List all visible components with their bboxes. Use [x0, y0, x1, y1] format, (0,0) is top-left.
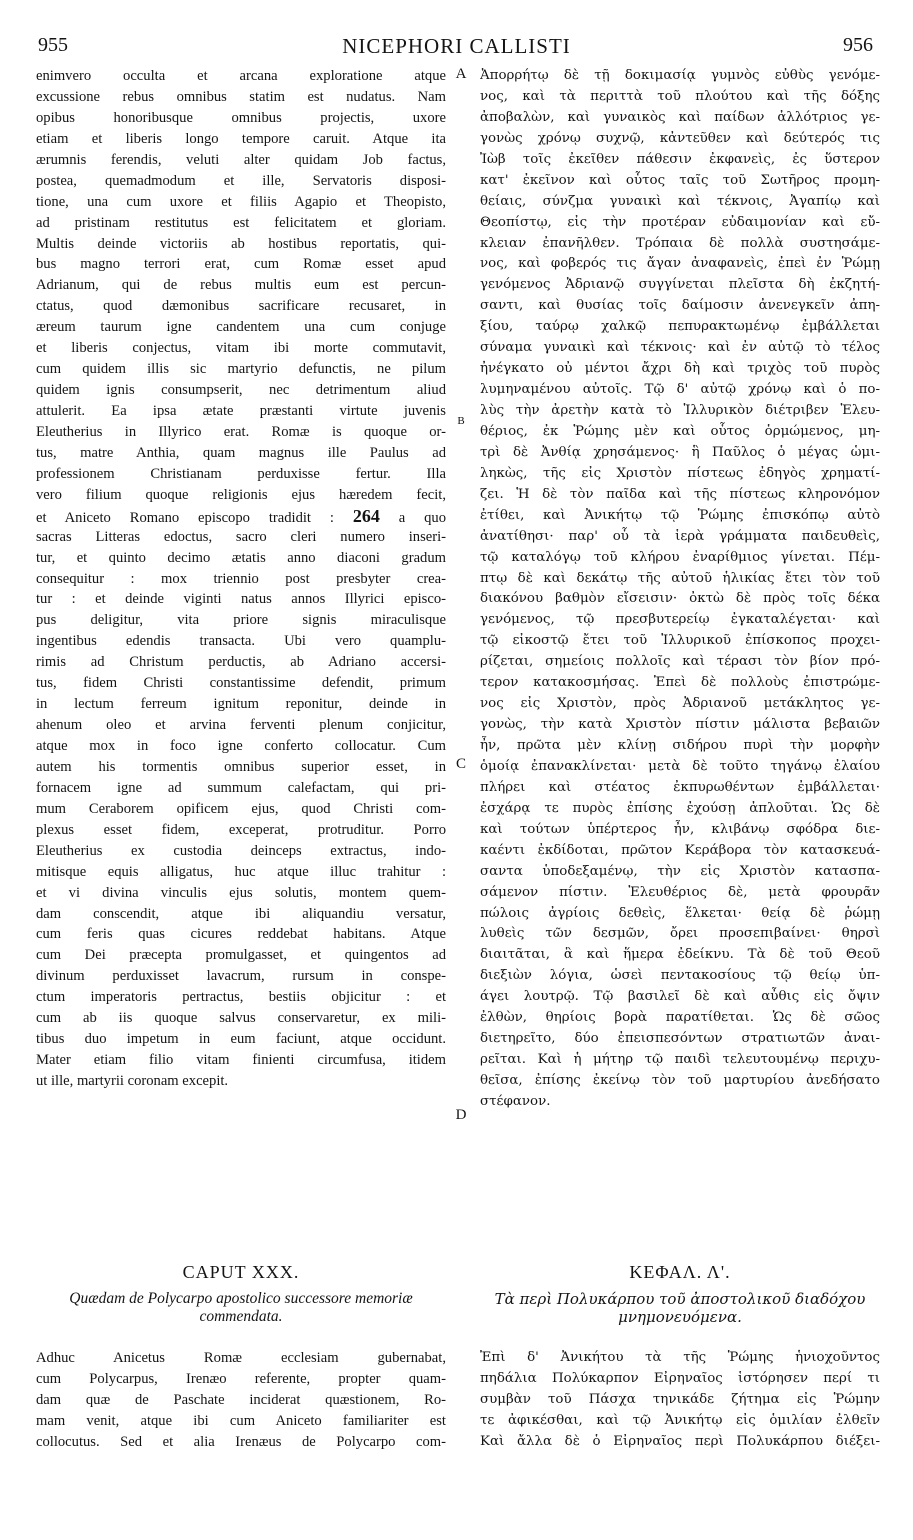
text-line: ὁμοίᾳ ἐπανακλίνεται· μετὰ δὲ τοῦτο τηγάνῳ ἐλαίου: [480, 758, 880, 774]
text-line: Ἀπορρήτῳ δὲ τῇ δοκιμασίᾳ γυμνὸς εὐθὺς γενόμε-: [480, 68, 880, 83]
text-line: rimis ad Christum perductis, ab Adriano accersi-: [36, 654, 446, 671]
text-line: σαντι, καὶ θυσίας τοῖς δαίμοσιν ἀνενεγκεῖν ἀπη-: [480, 298, 880, 314]
text-line: γενόμενος, τῷ πρεσβυτερείῳ ἐγκαταλέγεται· καὶ: [480, 612, 880, 628]
text-line: Eleutherius ex custodia deinceps extractus, indo-: [36, 842, 446, 859]
text-line: attulerit. Ea ipsa ætate præstanti virtute juvenis: [36, 403, 446, 419]
text-line: Mater etiam filio vitam finienti circumfusa, itidem: [36, 1052, 446, 1069]
margin-mark-a: A: [455, 66, 467, 82]
text-line: etiam et liberis longo tempore caruit. Atque ita: [36, 130, 446, 147]
text-line: æreum taurum igne candentem una cum conjuge: [36, 319, 446, 336]
text-line: cum quidem illis sic martyrio defunctis, ne pilum: [36, 361, 446, 378]
text-line: professionem Christianam perduxisse fertur. Illa: [36, 465, 446, 482]
text-line: et vi divina vinculis ejus solutis, montem quem-: [36, 884, 446, 901]
text-line: ρεῖται. Καὶ ἡ μήτηρ τῷ παιδὶ τελευτουμένῳ περιχυ-: [480, 1052, 880, 1068]
text-line: διεξιὼν λόγια, ὡσεὶ πεντακοσίους τῷ θείῳ ὑπ-: [480, 968, 880, 984]
text-line: γονὼς χρόνῳ συχνῷ, κἀντεῦθεν καὶ δεύτερός τις: [480, 130, 880, 146]
text-line: dam quæ de Paschate inciderat quæstionem, Ro-: [36, 1391, 446, 1408]
latin-text: [36, 66, 446, 1092]
text-line: γενόμενος Ἀδριανῷ συγγίνεται πλεῖστα δὴ ἐκζητή-: [480, 277, 880, 293]
text-line: ἀνατίθησι· παρ' οὗ τὰ ἱερὰ γράμματα παιδευθεὶς,: [480, 528, 880, 544]
text-line: tur : et deinde viginti natus annos Illyrici episco-: [36, 591, 446, 608]
text-line: enimvero occulta et arcana exploratione atque: [36, 68, 446, 84]
text-line: διαιτᾶται, ἃ καὶ ἥμερα ἐδείκνυ. Τὰ δὲ τοῦ Θεοῦ: [480, 947, 880, 963]
text-line: καέντι ἐκδίδοται, πρῶτον Κεράβορα τὸν κατασκευά-: [480, 842, 880, 858]
text-line: σύναμα γυναικὶ καὶ τέκνοις· καὶ ἐν αὐτῷ τὸ τέλος: [480, 340, 880, 356]
text-line: tus, matre Anthia, quam magnus ille Paulus ad: [36, 444, 446, 461]
chapter-title-greek: ΚΕΦΑΛ. Λ'.: [629, 1262, 731, 1282]
text-line: et Aniceto Romano episcopo tradidit : 264 a quo: [36, 505, 446, 526]
text-line: autem his tormentis omnibus superior esset, in: [36, 758, 446, 775]
greek-chapter-lines: [480, 1348, 880, 1453]
text-line: atque mox in foco igne conferto collocatur. Cum: [36, 738, 446, 754]
text-line: dam conscendit, atque ibi aliquandiu versatur,: [36, 905, 446, 922]
text-line: fornacem igne ad summum calefactam, qui pri-: [36, 779, 446, 796]
text-line: θεῖσα, ἐπίσης ἐκείνῳ τὸν τοῦ μαρτυρίου ἀνεδήσατο: [480, 1073, 880, 1088]
text-line: θέριος, ἐκ Ῥώμης μὲν καὶ οὗτος ὁρμώμενος, μη-: [480, 423, 880, 439]
latin-column: [36, 66, 446, 1092]
text-line: πώλοις ἀγρίοις δεθεὶς, ἕλκεται· θείᾳ δὲ ῥώμῃ: [480, 905, 880, 921]
text-line: ad pristinam restitutus est felicitatem et gloriam.: [36, 214, 446, 231]
text-line: tus, fidem Christi constantissime defendit, primum: [36, 675, 446, 692]
text-line: ahenum oleo et arvina ferventi plenum conjicitur,: [36, 717, 446, 734]
text-line: plexus esset fidem, exceperat, protruditur. Porro: [36, 821, 446, 838]
text-line: ἠνέγκατο οὐ μέντοι ἄχρι δὴ καὶ τριχὸς τοῦ πυρὸς: [480, 361, 880, 377]
text-line: σάμενον πίστιν. Ἐλευθέριος δὲ, μετὰ φρουρᾶν: [480, 884, 880, 900]
text-line: τερον κατακοσμήσας. Ἐπεὶ δὲ πολλοὺς ἐπιστρώμε-: [480, 675, 880, 691]
text-line: Καὶ ἄλλα δὲ ὁ Εἰρηναῖος περὶ Πολυκάρπου διέξει-: [480, 1433, 880, 1449]
text-line: mitisque equis alligatus, huc atque illuc trahitur :: [36, 863, 446, 880]
chapter-title-latin: CAPUT XXX.: [182, 1262, 300, 1282]
text-line: ærumnis ferendis, veluti alter quidam Job factus,: [36, 151, 446, 168]
text-line: ρίζεται, σημείοις πολλοῖς καὶ τέρασι τὸν βίον πρό-: [480, 654, 880, 670]
text-line: postea, quemadmodum et ille, Servatoris disposi-: [36, 172, 446, 189]
text-line: λὺς τὴν ἀρετὴν κατὰ τὸ Ἰλλυρικὸν διέτριβεν Ἐλευ-: [480, 403, 880, 418]
text-line: cum Dei præcepta promulgasset, et quingentos ad: [36, 947, 446, 964]
text-line: ctum imperatoris pertractus, bestiis objicitur : et: [36, 989, 446, 1006]
margin-mark-c: C: [455, 756, 466, 772]
text-line: στέφανον.: [480, 1093, 551, 1109]
page-number-left: 955: [38, 34, 68, 56]
text-line: καὶ τούτων ὑπέρτερος ἦν, κλιβάνῳ σφόδρα διε-: [480, 821, 880, 837]
text-line: τῷ εἰκοστῷ ἔτει τοῦ Ἰλλυρικοῦ ἐπίσκοπος προχει-: [480, 633, 880, 649]
text-line: διακόνου βαθμὸν εἴσεισιν· ὀκτὼ δὲ πρὸς τοῖς δέκα: [480, 591, 880, 607]
text-line: τε ἀφικέσθαι, καὶ τῷ Ἀνικήτῳ εἰς ὁμιλίαν ἐλθεῖν: [480, 1412, 880, 1428]
text-line: σαντα ὑποδεξαμένῳ, τὴν εἰς Χριστὸν κατασπα-: [480, 863, 880, 879]
text-line: νος, καὶ τὰ περιττὰ τοῦ πλούτου καὶ τῆς δόξης: [480, 88, 880, 104]
text-line: cum Polycarpus, Irenæo referente, propter quam-: [36, 1370, 446, 1387]
text-line: κλειαν ἐπανῆλθεν. Τρόπαια δὲ πολλὰ συστησάμε-: [480, 235, 880, 251]
text-line: Ἰὼβ τοῖς ἐκεῖθεν πάθεσιν ἐκφανεὶς, ἐς ὕστερον: [480, 151, 880, 167]
text-line: cum feris quas cicures reddebat habitans. Atque: [36, 926, 446, 943]
text-line: ingentibus edendis transacta. Ubi vero quamplu-: [36, 633, 446, 650]
text-line: ἦν, πρῶτα μὲν κλίνῃ σιδήρου πυρὶ τὴν μορφὴν: [480, 738, 880, 753]
text-line: ληκὼς, τῆς εἰς Χριστὸν πίστεως ἐδηγὸς χρηματί-: [480, 465, 880, 481]
text-line: vero filium quoque religionis ejus hæredem fecit,: [36, 486, 446, 503]
greek-column: [480, 66, 880, 1113]
text-line: Multis deinde victoriis ab hostibus reportatis, qui-: [36, 235, 446, 252]
text-line: γονὼς, τὴν κατὰ Χριστὸν πίστιν μάλιστα βεβαιῶν: [480, 717, 880, 733]
page-header: [0, 34, 913, 64]
text-line: divinum perduxisset lavacrum, rursum in conspe-: [36, 968, 446, 985]
text-line: πτῳ δὲ καὶ δεκάτῳ τῆς αὐτοῦ ἡλικίας ἔτει τὸν τοῦ: [480, 570, 880, 586]
text-line: πλήρει καὶ στέατος ἐκπυρωθέντων ἐμβάλλεται·: [480, 779, 880, 795]
text-line: ἐτίθει, καὶ Ἀνικήτῳ τῷ Ῥώμης ἐπισκόπῳ αὐτὸ: [480, 507, 880, 523]
text-line: άγει λουτρῷ. Τῷ βασιλεῖ δὲ καὶ αὖθις εἰς ὄψιν: [480, 989, 880, 1005]
text-line: bus magno terrori erat, cum Romæ esset apud: [36, 256, 446, 273]
text-line: λυθεὶς τῶν δεσμῶν, ὄρει προσεπιβαίνει· θηρσὶ: [480, 926, 880, 942]
text-line: νος, καὶ φοβερός τις ἄγαν ἀναφανεὶς, ἐπεὶ ἐν Ῥώμῃ: [480, 256, 880, 272]
text-line: ζει. Ἡ δὲ τὸν παῖδα καὶ τῆς πίστεως κληρονόμον: [480, 486, 880, 502]
text-line: excussione rebus omnibus statim est nudatus. Nam: [36, 88, 446, 105]
text-line: tione, una cum uxore et filiis Agapio et Theopisto,: [36, 193, 446, 210]
text-line: ξίου, ταύρῳ χαλκῷ πεπυρακτωμένῳ ἐμβάλλεται: [480, 319, 880, 335]
greek-chapter-text: [480, 1348, 880, 1453]
text-line: ἐλθὼν, θηρίοις βορὰ παρατίθεται. Ὡς δὲ σῶος: [480, 1010, 880, 1026]
text-line: ctatus, quod dæmonibus sacrificare recusaret, in: [36, 298, 446, 315]
text-line: τῷ καταλόγῳ τοῦ κλήρου ἐναρίθμιος γίνεται. Πέμ-: [480, 549, 880, 565]
text-line: ἐσχάρᾳ τε πυρὸς ἐπίσης ἐχούσῃ ἀπλοῦται. Ὡς δὲ: [480, 800, 880, 816]
text-line: Θεοπίστῳ, εἰς τὴν προτέραν εὐδαιμονίαν καὶ εὔ-: [480, 214, 880, 230]
text-line: collocutus. Sed et alia Irenæus de Polycarpo com-: [36, 1433, 446, 1450]
text-line: Adhuc Anicetus Romæ ecclesiam gubernabat,: [36, 1350, 446, 1366]
margin-mark-b: B: [457, 415, 465, 427]
text-line: ut ille, martyrii coronam excepit.: [36, 1073, 229, 1089]
text-line: Adrianum, qui de rebus multis eum est percun-: [36, 277, 446, 294]
running-title: NICEPHORI CALLISTI: [342, 34, 571, 58]
text-line: consequitur : mox triennio post presbyter crea-: [36, 570, 446, 587]
chapter-subtitle-latin: Quædam de Polycarpo apostolico successore memoriæ commendata.: [69, 1290, 413, 1325]
column-number: 264: [352, 505, 380, 526]
text-line: et liberis conjectus, vitam ibi morte commutavit,: [36, 340, 446, 357]
text-line: κατ' ἐκεῖνον καὶ οὗτος ταῖς τοῦ Σωτῆρος προμη-: [480, 172, 880, 188]
text-line: Ἐπὶ δ' Ἀνικήτου τὰ τῆς Ῥώμης ἡνιοχοῦντος: [480, 1350, 880, 1365]
margin-mark-d: D: [455, 1107, 467, 1123]
text-line: mam venit, atque ibi cum Aniceto familiariter est: [36, 1412, 446, 1429]
chapter-subtitle-greek: Τὰ περὶ Πολυκάρπου τοῦ ἀποστολικοῦ διαδόχου μνημονευόμενα.: [494, 1290, 866, 1326]
text-line: cum ab iis quoque salvus conservaretur, ex mili-: [36, 1010, 446, 1027]
text-line: quidem ignis consumpserit, nec detrimentum aliud: [36, 382, 446, 399]
text-line: tibus duo impetum in eum faciunt, atque occidunt.: [36, 1031, 446, 1048]
latin-chapter-lines: [36, 1348, 446, 1453]
text-line: λυμηναμένου αὐτοῖς. Τῷ δ' αὐτῷ χρόνῳ καὶ ὁ πο-: [480, 382, 880, 398]
text-line: πηδάλια Πολύκαρπον Εἰρηναῖος ἱστόρησεν περί τι: [480, 1370, 880, 1386]
text-line: ἀποβαλὼν, καὶ γυναικὸς καὶ παίδων ἀλλότριος γε-: [480, 109, 880, 125]
text-line: νος εἰς Χριστὸν, πρὸς Ἀδριανοῦ μετάκλητος γε-: [480, 696, 880, 712]
text-line: τρὶ δὲ Ἀνθίᾳ χρησάμενος· ἣ Παῦλος ὁ μέγας ὡμι-: [480, 444, 880, 460]
column-number-after: a quo: [379, 509, 446, 526]
text-line: θείαις, σύνζμα γυναικὶ καὶ τέκνοις, Ἀγαπίῳ καὶ: [480, 193, 880, 209]
text-line: Eleutherius in Illyrico erat. Romæ is quoque or-: [36, 423, 446, 440]
text-line: in lectum ferreum ignitum reponitur, deinde in: [36, 696, 446, 713]
text-line: tur, et quinto decimo ætatis anno diaconi gradum: [36, 549, 446, 566]
text-line: opibus honoribusque omnibus projectis, uxore: [36, 109, 446, 126]
latin-chapter-text: [36, 1348, 446, 1453]
page-number-right: 956: [843, 34, 873, 56]
text-line: διετηρεῖτο, δύο ἐπεισπεσόντων στρατιωτῶν ἀναι-: [480, 1031, 880, 1047]
text-line: sacras Litteras edoctus, sacro cleri numero inseri-: [36, 528, 446, 545]
greek-text: [480, 66, 880, 1113]
text-line: συμβὰν τοῦ Πάσχα τηνικάδε ζήτημα εἰς Ῥώμην: [480, 1391, 880, 1407]
text-line: pus deligitur, vita priore signis miraculisque: [36, 612, 446, 629]
text-line: mum Ceraborem opificem ejus, quod Christi com-: [36, 800, 446, 817]
